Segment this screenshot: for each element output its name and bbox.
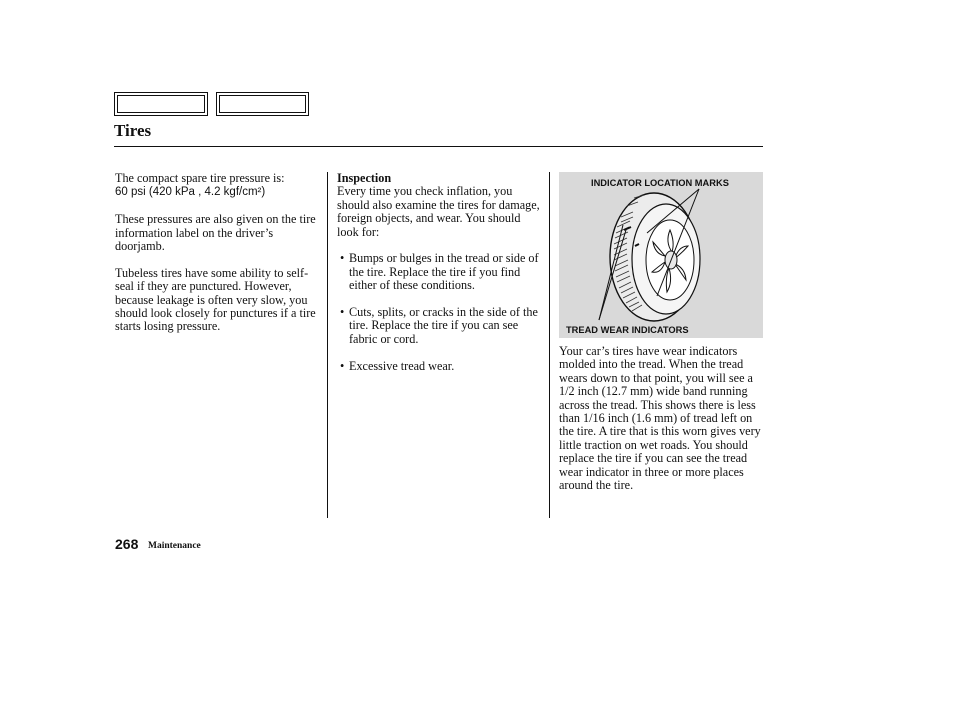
tire-wear-illustration: [559, 172, 763, 338]
spare-pressure-intro: The compact spare tire pressure is:: [115, 171, 285, 185]
column-divider: [549, 172, 550, 518]
list-item: • Excessive tread wear.: [337, 360, 543, 373]
inspection-heading: Inspection: [337, 171, 392, 185]
right-column: [559, 345, 763, 506]
middle-column: [337, 172, 543, 386]
tire-drawing: [559, 172, 763, 338]
tread-wear-label: TREAD WEAR INDICATORS: [566, 325, 689, 335]
column-divider: [327, 172, 328, 518]
doorjamb-paragraph: These pressures are also given on the tire information label on the driver’s doorjamb.: [115, 212, 316, 254]
page-number: 268: [115, 536, 139, 552]
page-title: Tires: [114, 121, 152, 140]
section-name: Maintenance: [148, 541, 201, 551]
left-column: [115, 172, 320, 347]
spare-pressure-value: 60 psi (420 kPa , 4.2 kgf/cm²): [115, 186, 266, 199]
tubeless-paragraph: Tubeless tires have some ability to self-seal if they are punctured. However, because leakage is often very slow, you should look closely for punctures if a tire starts losing pressure.: [115, 265, 316, 334]
nav-tab-left[interactable]: [114, 92, 208, 116]
nav-tab-right[interactable]: [216, 92, 309, 116]
list-item: • Bumps or bulges in the tread or side of the tire. Replace the tire if you find either of these conditions.: [337, 252, 543, 292]
title-rule: [114, 146, 763, 147]
spare-pressure-paragraph: [115, 172, 320, 200]
inspection-intro: Every time you check inflation, you should also examine the tires for damage, foreign objects, and wear. You should look for:: [337, 184, 540, 239]
inspection-paragraph: [337, 172, 543, 239]
list-item: • Cuts, splits, or cracks in the side of the tire. Replace the tire if you can see fabric or cord.: [337, 306, 543, 346]
indicator-location-label: INDICATOR LOCATION MARKS: [591, 178, 729, 188]
wear-indicator-paragraph: Your car’s tires have wear indicators molded into the tread. When the tread wears down to that point, you will see a 1/2 inch (12.7 mm) wide band running across the tread. This shows there is less than 1/16 inch (1.6 mm) of tread left on the tire. A tire that is this worn gives very little traction on wet roads. You should replace the tire if you can see the tread wear indicator in three or more places around the tire.: [559, 344, 761, 493]
inspection-list: [337, 252, 543, 373]
